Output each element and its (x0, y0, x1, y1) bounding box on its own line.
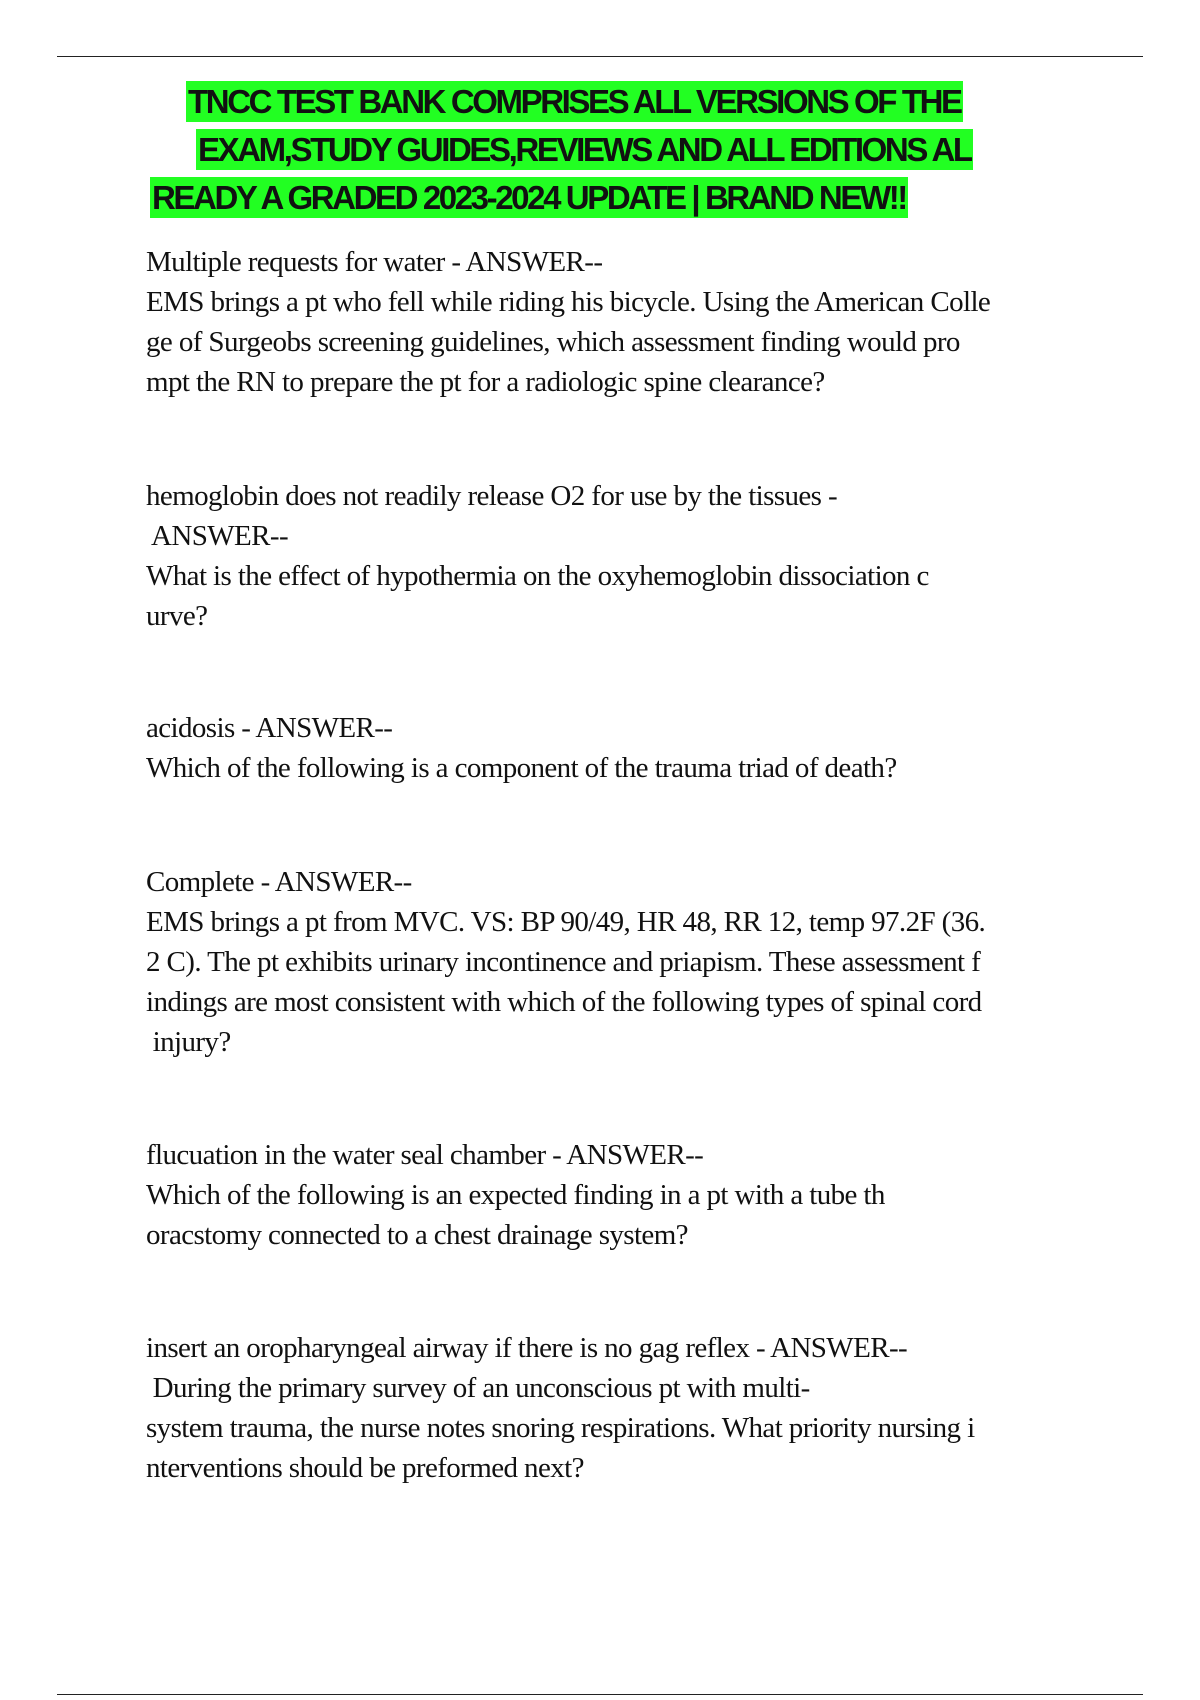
title-highlight: EXAM,STUDY GUIDES,REVIEWS AND ALL EDITIONS AL (198, 131, 971, 168)
question-line: injury? (146, 1026, 231, 1058)
bottom-rule (57, 1694, 1143, 1695)
answer-line: flucuation in the water seal chamber - ANSWER-- (146, 1139, 704, 1171)
question-line: Which of the following is a component of the trauma triad of death? (146, 752, 897, 784)
question-line: Which of the following is an expected finding in a pt with a tube th (146, 1179, 885, 1211)
qa-card-6 (146, 1328, 1096, 1488)
question-line: During the primary survey of an unconscious pt with multi- (146, 1372, 810, 1404)
answer-line: insert an oropharyngeal airway if there is no gag reflex - ANSWER-- (146, 1332, 908, 1364)
qa-card-1 (146, 242, 1096, 402)
top-rule (57, 56, 1143, 57)
answer-line: acidosis - ANSWER-- (146, 712, 393, 744)
question-line: indings are most consistent with which of the following types of spinal cord (146, 986, 982, 1018)
question-line: 2 C). The pt exhibits urinary incontinence and priapism. These assessment f (146, 946, 981, 978)
question-line: mpt the RN to prepare the pt for a radiologic spine clearance? (146, 366, 825, 398)
title-line (150, 126, 1080, 174)
title-highlight: READY A GRADED 2023-2024 UPDATE | BRAND NEW!! (152, 179, 906, 216)
question-line: nterventions should be preformed next? (146, 1452, 584, 1484)
qa-card-5 (146, 1135, 1096, 1255)
question-line: oracstomy connected to a chest drainage system? (146, 1219, 688, 1251)
title-line (150, 174, 1080, 222)
qa-card-4 (146, 862, 1096, 1062)
title-highlight: TNCC TEST BANK COMPRISES ALL VERSIONS OF THE (188, 83, 961, 120)
question-line: ge of Surgeobs screening guidelines, which assessment finding would pro (146, 326, 960, 358)
answer-line: Multiple requests for water - ANSWER-- (146, 246, 603, 278)
answer-line: ANSWER-- (146, 520, 289, 552)
answer-line: Complete - ANSWER-- (146, 866, 412, 898)
question-line: urve? (146, 600, 208, 632)
question-line: What is the effect of hypothermia on the oxyhemoglobin dissociation c (146, 560, 929, 592)
question-line: EMS brings a pt from MVC. VS: BP 90/49, HR 48, RR 12, temp 97.2F (36. (146, 906, 986, 938)
document-title (150, 78, 1080, 222)
question-line: EMS brings a pt who fell while riding his bicycle. Using the American Colle (146, 286, 991, 318)
title-line (150, 78, 1080, 126)
qa-card-2 (146, 476, 1096, 636)
qa-card-3 (146, 708, 1096, 788)
question-line: system trauma, the nurse notes snoring respirations. What priority nursing i (146, 1412, 975, 1444)
answer-line: hemoglobin does not readily release O2 for use by the tissues - (146, 480, 838, 512)
